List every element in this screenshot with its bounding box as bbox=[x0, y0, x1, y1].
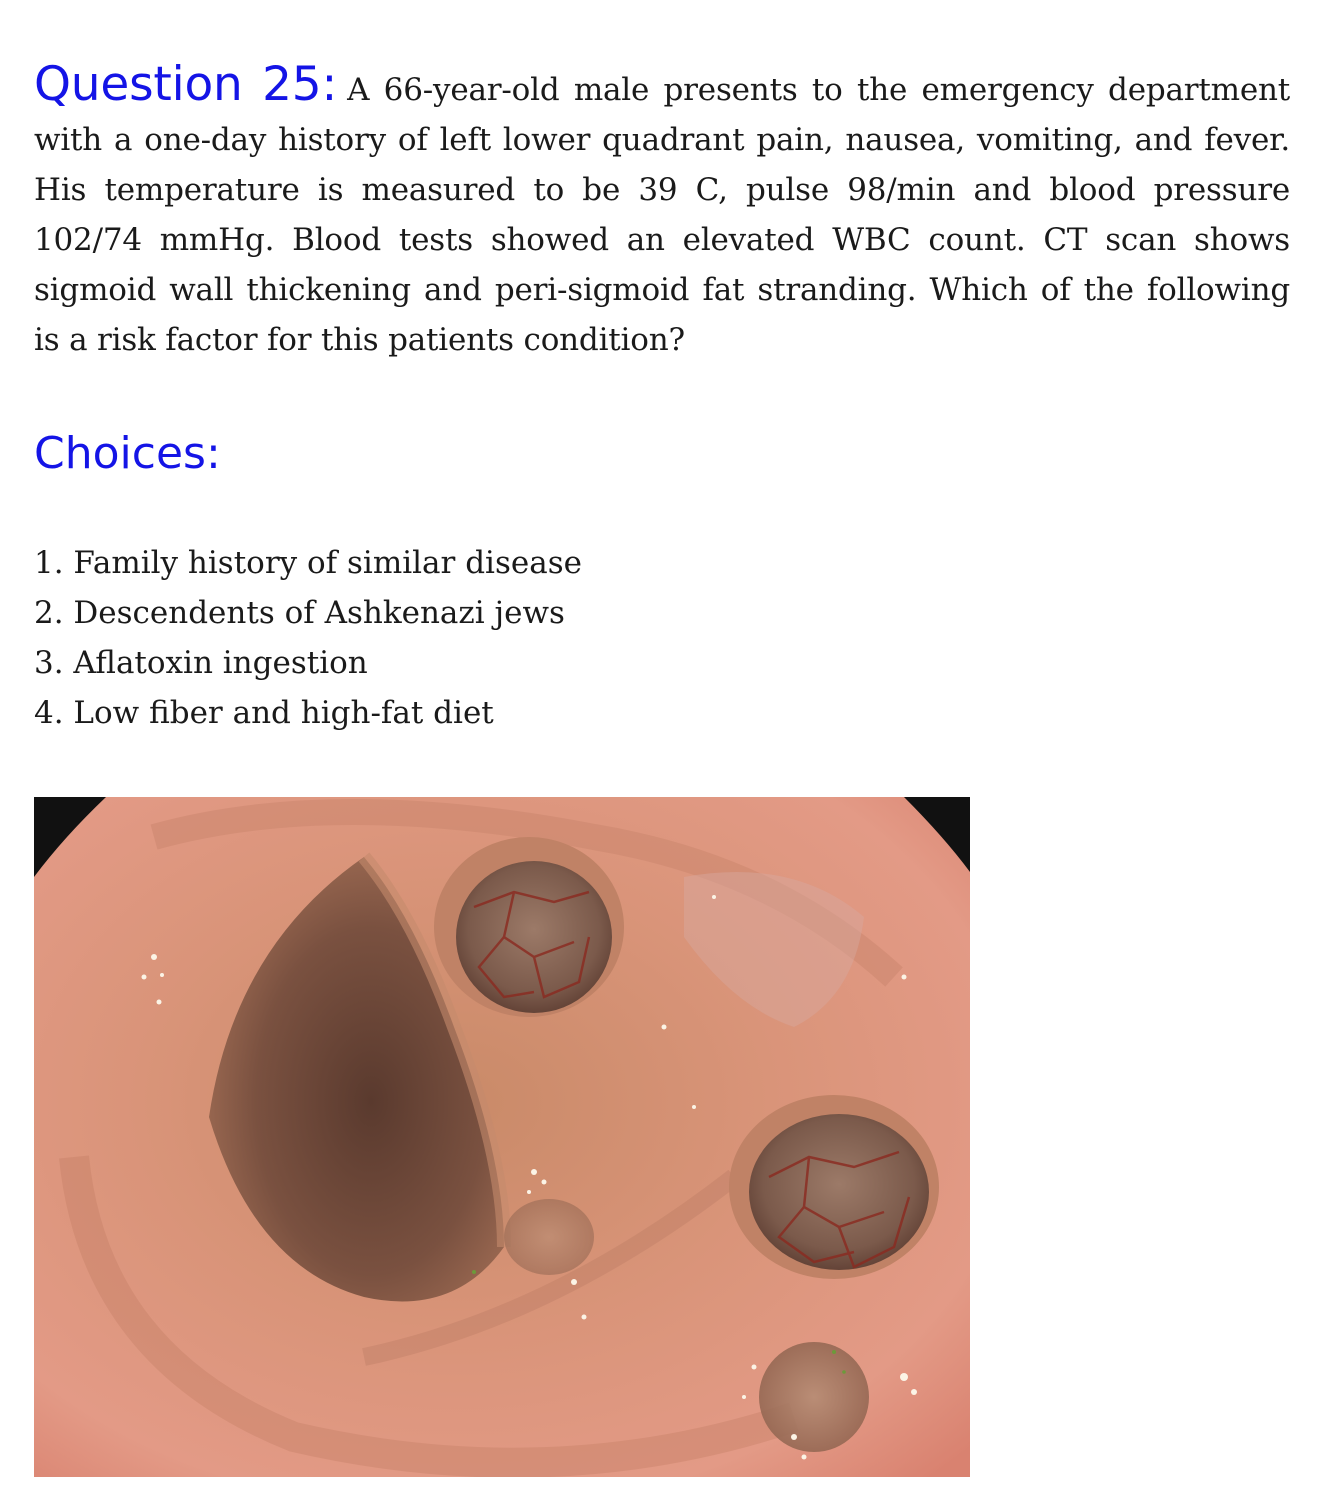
choice-item-4[interactable]: 4. Low fiber and high-fat diet bbox=[34, 695, 494, 731]
colonoscopy-image bbox=[34, 797, 970, 1477]
choices-heading: Choices: bbox=[34, 428, 221, 479]
choice-list bbox=[34, 538, 582, 738]
choice-item-2[interactable]: 2. Descendents of Ashkenazi jews bbox=[34, 595, 565, 631]
question-label: Question 25: bbox=[34, 57, 338, 112]
choice-item-3[interactable]: 3. Aflatoxin ingestion bbox=[34, 645, 368, 681]
choice-item-1[interactable]: 1. Family history of similar disease bbox=[34, 545, 582, 581]
question-block bbox=[34, 57, 1291, 365]
question-page bbox=[34, 57, 1291, 731]
question-text: A 66-year-old male presents to the emergency department with a one-day history of left lower quadrant pain, nausea, vomiting, and fever. His temperature is measured to be 39 C, pulse 98/min and blood pressure 102/74 mmHg. Blood tests showed an elevated WBC count. CT scan shows sigmoid wall thickening and peri-sigmoid fat stranding. Which of the following is a risk factor for this patients condition? bbox=[34, 72, 1291, 358]
